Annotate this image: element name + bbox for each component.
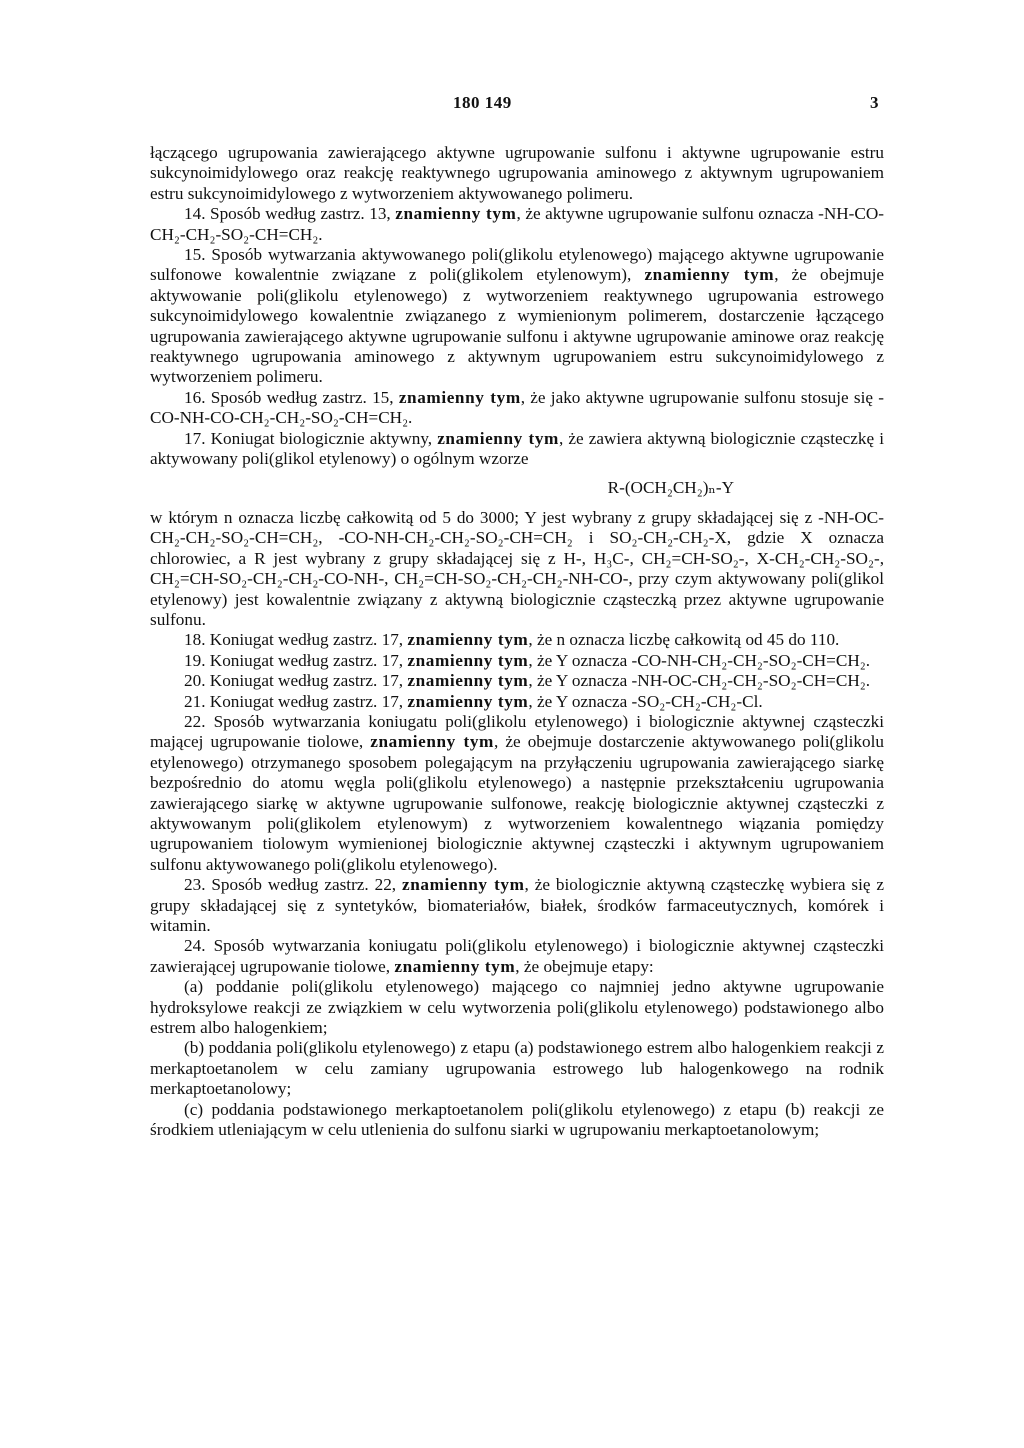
text-run: (c) poddania podstawionego merkaptoetanolem poli(glikolu etylenowego) z etapu (b) reakcji ze środkiem utleniającym w celu utlenienia do sulfonu siarki w ugrupowaniu merkaptoetanolowym; bbox=[150, 1099, 884, 1140]
text-run: (b) poddania poli(glikolu etylenowego) z etapu (a) podstawionego estrem albo halogenkiem reakcji z merkaptoetanolem w celu zamiany ugrupowania estrowego lub halogenkowego na rodnik merkaptoetanolowy; bbox=[150, 1038, 884, 1099]
claim-paragraph bbox=[150, 712, 884, 875]
keyword: znamienny tym bbox=[401, 875, 525, 895]
text-run: , że Y oznacza -SO₂-CH₂-CH₂-Cl. bbox=[528, 691, 763, 711]
page-header bbox=[0, 93, 1024, 119]
claim-paragraph bbox=[150, 429, 884, 470]
text-run: 17. Koniugat biologicznie aktywny, bbox=[184, 428, 438, 448]
claim-paragraph bbox=[150, 508, 884, 630]
claim-paragraph bbox=[150, 977, 884, 1038]
text-run: , że obejmuje aktywowanie poli(glikolu etylenowego) z wytworzeniem reaktywnego ugrupowania estrowego sukcynoimidylowego kowalentnie związanego z wymienionym polimerem, dostarczenie łączącego ugrupowania zawierającego aktywne ugrupowanie sulfonu i aktywne ugrupowanie aminowe oraz reakcję reaktywnego ugrupowania aminowego z aktywnym ugrupowaniem estru sukcynoimidylowego z wytworzeniem polimeru. bbox=[150, 265, 884, 387]
formula bbox=[150, 478, 884, 498]
claim-paragraph bbox=[150, 143, 884, 204]
text-run: , że Y oznacza -CO-NH-CH₂-CH₂-SO₂-CH=CH₂. bbox=[528, 650, 871, 670]
claim-paragraph bbox=[150, 245, 884, 388]
keyword: znamienny tym bbox=[395, 204, 517, 224]
claim-paragraph bbox=[150, 671, 884, 691]
keyword: znamienny tym bbox=[644, 265, 775, 285]
text-run: 14. Sposób według zastrz. 13, bbox=[184, 204, 396, 224]
text-run: 22. Sposób wytwarzania koniugatu poli(glikolu etylenowego) i biologicznie aktywnej cząsteczki mającej ugrupowanie tiolowe, bbox=[150, 711, 884, 752]
text-run: , że zawiera aktywną biologicznie cząsteczkę i aktywowany poli(glikol etylenowy) o ogólnym wzorze bbox=[150, 428, 884, 469]
text-run: w którym n oznacza liczbę całkowitą od 5 do 3000; Y jest wybrany z grupy składającej się z -NH-OC-CH₂-CH₂-SO₂-CH=CH₂, -CO-NH-CH₂-CH₂-SO₂-CH=CH₂ i SO₂-CH₂-CH₂-X, gdzie X oznacza chlorowiec, a R jest wybrany z grupy składającej się z H-, H₃C-, CH₂=CH-SO₂-, X-CH₂-CH₂-SO₂-, CH₂=CH-SO₂-CH₂-CH₂-CO-NH-, CH₂=CH-SO₂-CH₂-CH₂-NH-CO-, przy czym aktywowany poli(glikol etylenowy) jest kowalentnie związany z aktywną biologicznie cząsteczką przez aktywne ugrupowanie sulfonu. bbox=[150, 507, 884, 629]
text-run: 19. Koniugat według zastrz. 17, bbox=[184, 650, 408, 670]
claims-text bbox=[150, 143, 884, 1141]
text-run: R-(OCH₂CH₂)ₙ-Y bbox=[607, 477, 734, 497]
text-run: 15. Sposób wytwarzania aktywowanego poli(glikolu etylenowego) mającego aktywne ugrupowanie sulfonowe kowalentnie związane z poli(glikolem etylenowym), bbox=[150, 245, 884, 285]
claim-paragraph bbox=[150, 875, 884, 936]
document-id: 180 149 bbox=[453, 93, 512, 112]
claim-paragraph bbox=[150, 651, 884, 671]
text-run: , że aktywne ugrupowanie sulfonu oznacza -NH-CO-CH₂-CH₂-SO₂-CH=CH₂. bbox=[150, 204, 885, 244]
text-run: , że Y oznacza -NH-OC-CH₂-CH₂-SO₂-CH=CH₂. bbox=[528, 671, 871, 691]
text-run: , że jako aktywne ugrupowanie sulfonu stosuje się -CO-NH-CO-CH₂-CH₂-SO₂-CH=CH₂. bbox=[150, 387, 884, 428]
text-run: 16. Sposób według zastrz. 15, bbox=[184, 387, 399, 407]
claim-paragraph bbox=[150, 388, 884, 429]
text-run: 24. Sposób wytwarzania koniugatu poli(glikolu etylenowego) i biologicznie aktywnej cząsteczki zawierającej ugrupowanie tiolowe, bbox=[150, 936, 884, 976]
keyword: znamienny tym bbox=[407, 650, 529, 670]
claim-paragraph bbox=[150, 692, 884, 712]
claim-paragraph bbox=[150, 204, 884, 245]
claim-paragraph bbox=[150, 1100, 884, 1141]
keyword: znamienny tym bbox=[437, 428, 559, 448]
text-run: (a) poddanie poli(glikolu etylenowego) mającego co najmniej jedno aktywne ugrupowanie hydroksylowe reakcji ze związkiem w celu wytworzenia poli(glikolu etylenowego) podstawionego albo estrem albo halogenkiem; bbox=[150, 977, 884, 1038]
text-run: , że n oznacza liczbę całkowitą od 45 do 110. bbox=[528, 630, 840, 650]
keyword: znamienny tym bbox=[407, 630, 529, 650]
text-run: 21. Koniugat według zastrz. 17, bbox=[184, 691, 408, 711]
text-run: , że obejmuje dostarczenie aktywowanego poli(glikolu etylenowego) otrzymanego sposobem polegającym na przyłączeniu ugrupowania zawierającego siarkę bezpośrednio do atomu węgla poli(glikolu etylenowego) a następnie przekształceniu ugrupowania zawierającego siarkę w aktywne ugrupowanie sulfonowe, reakcję biologicznie aktywnej cząsteczki z aktywowanym poli(glikolem etylenowym) z wytworzeniem kowalentnego wiązania pomiędzy ugrupowaniem tiolowym wymienionej biologicznie aktywnej cząsteczki i aktywnym ugrupowaniem sulfonu aktywowanego poli(glikolu etylenowego). bbox=[150, 732, 884, 874]
text-run: łączącego ugrupowania zawierającego aktywne ugrupowanie sulfonu i aktywne ugrupowanie estru sukcynoimidylowego oraz reakcję reaktywnego ugrupowania aminowego z aktywnym ugrupowaniem estru sukcynoimidylowego z wytworzeniem aktywowanego polimeru. bbox=[150, 143, 884, 203]
page-number: 3 bbox=[870, 93, 879, 112]
keyword: znamienny tym bbox=[407, 671, 529, 691]
claim-paragraph bbox=[150, 1038, 884, 1099]
keyword: znamienny tym bbox=[370, 732, 494, 752]
keyword: znamienny tym bbox=[407, 691, 529, 711]
text-run: , że biologicznie aktywną cząsteczkę wybiera się z grupy składającej się z syntetyków, biomateriałów, białek, środków farmaceutycznych, komórek i witamin. bbox=[150, 875, 884, 936]
claim-paragraph bbox=[150, 630, 884, 650]
text-run: 23. Sposób według zastrz. 22, bbox=[184, 875, 402, 895]
claim-paragraph bbox=[150, 936, 884, 977]
keyword: znamienny tym bbox=[398, 387, 521, 407]
text-run: 20. Koniugat według zastrz. 17, bbox=[184, 671, 408, 691]
keyword: znamienny tym bbox=[394, 956, 516, 976]
text-run: , że obejmuje etapy: bbox=[515, 956, 654, 976]
text-run: 18. Koniugat według zastrz. 17, bbox=[184, 630, 408, 650]
